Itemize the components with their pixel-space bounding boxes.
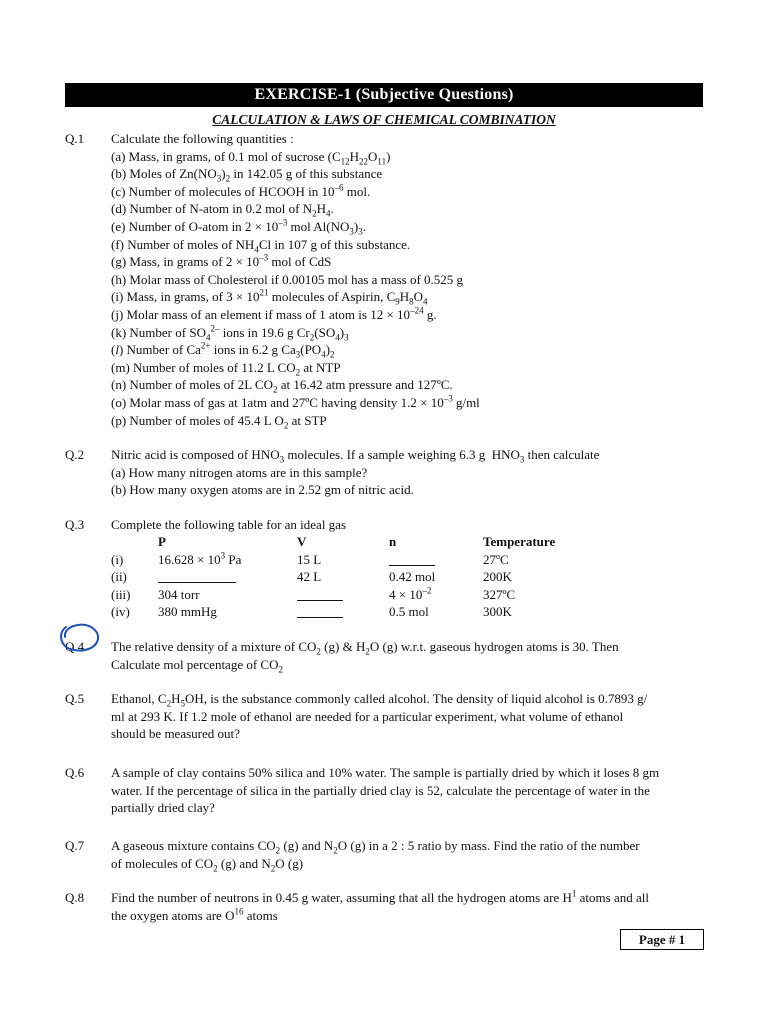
answer-blank (389, 552, 435, 566)
question-line: water. If the percentage of silica in the partially dried clay is 52, calculate the percentage of water in the (111, 782, 650, 798)
question-item: (l) Number of $Ca^{2+}$ ions in 6.2 g $Ca_3(PO_4)_2$ (111, 340, 335, 360)
table-row (111, 587, 611, 605)
table-header-cell: P (158, 534, 166, 549)
table-row (111, 569, 611, 587)
question-item: (k) Number of $SO_4^{2-}$ ions in 19.6 g $Cr_2(SO_4)_3$ (111, 323, 349, 343)
question-item: (j) Molar mass of an element if mass of 1 atom is $12 \times 10^{-24}$ g. (111, 305, 437, 322)
question-item: (o) Molar mass of gas at 1atm and 27ºC having density $1.2 \times 10^{-3}$ g/ml (111, 393, 480, 410)
question-items (111, 148, 707, 430)
question-line: The relative density of a mixture of $CO_2$ (g) & $H_2O$ (g) w.r.t. gaseous hydrogen atoms is 30. Then (111, 639, 619, 657)
table-cell: (i) (111, 551, 124, 567)
table-cell: 0.42 mol (389, 569, 436, 585)
table-cell: 380 mmHg (158, 604, 217, 620)
question-number: Q.7 (65, 838, 85, 853)
table-cell (297, 604, 343, 622)
question-line: partially dried clay? (111, 800, 215, 816)
table-header-cell: n (389, 534, 397, 549)
question-text (111, 889, 707, 924)
table-row (111, 604, 611, 622)
table-cell (158, 569, 236, 587)
question-item: (h) Molar mass of Cholesterol if 0.00105 mol has a mass of 0.525 g (111, 271, 464, 287)
table-cell: (iii) (111, 586, 131, 602)
answer-blank (297, 587, 343, 601)
table-cell: $4 \times 10^{-2}$ (389, 585, 432, 602)
question-text (111, 638, 707, 673)
question-line: ml at 293 K. If 1.2 mole of ethanol are needed for a particular experiment, what volume of ethanol (111, 708, 624, 724)
question-item: (m) Number of moles of 11.2 L $CO_2$ at NTP (111, 359, 341, 378)
question-number: Q.6 (65, 765, 85, 780)
table-cell: 200K (483, 569, 512, 585)
table-header-row (111, 534, 611, 552)
question-item: (f) Number of moles of $NH_4Cl$ in 107 g of this substance. (111, 236, 411, 255)
question-item: (c) Number of molecules of HCOOH in $10^{-6}$ mol. (111, 182, 371, 199)
question-number: Q.2 (65, 447, 85, 462)
page-number: Page # 1 (638, 931, 686, 947)
question-number: Q.5 (65, 691, 85, 706)
table-cell: 42 L (297, 569, 322, 585)
question-item: (i) Mass, in grams, of $3 \times 10^{21}$ molecules of Aspirin, $C_9H_8O_4$ (111, 288, 428, 307)
question-line: should be measured out? (111, 726, 240, 742)
question-line: A gaseous mixture contains $CO_2$ (g) and $N_2O$ (g) in a 2 : 5 ratio by mass. Find the ratio of the number (111, 838, 640, 856)
question-line: Nitric acid is composed of $HNO_3$ molecules. If a sample weighing 6.3 g $HNO_3$ then calculate (111, 447, 600, 465)
table-cell: 304 torr (158, 586, 200, 602)
exercise-title-bar (65, 83, 703, 107)
table-cell (297, 587, 343, 605)
question-item: (p) Number of moles of 45.4 L $O_2$ at STP (111, 412, 327, 431)
exercise-title: EXERCISE-1 (Subjective Questions) (254, 86, 514, 103)
question-item: (d) Number of N-atom in 0.2 mol of $N_2H_4$. (111, 201, 334, 219)
table-row (111, 552, 611, 570)
question-text (111, 837, 707, 872)
question-text (111, 764, 707, 817)
table-cell: (iv) (111, 604, 130, 620)
table-cell: 0.5 mol (389, 604, 429, 620)
table-cell: 300K (483, 604, 512, 620)
question-line: Calculate mol percentage of $CO_2$ (111, 656, 283, 675)
question-item: (a) Mass, in grams, of 0.1 mol of sucrose $(C_{12}H_{22}O_{11})$ (111, 148, 391, 167)
answer-blank (297, 604, 343, 618)
question-intro: Complete the following table for an ideal gas (111, 517, 347, 532)
section-title: CALCULATION & LAWS OF CHEMICAL COMBINATION (212, 112, 556, 127)
page-number-box (620, 929, 704, 950)
ideal-gas-table (111, 534, 611, 622)
question-intro: Calculate the following quantities : (111, 131, 294, 146)
question-text (111, 690, 707, 743)
question-line: the oxygen atoms are $O^{16}$ atoms (111, 906, 278, 923)
table-cell: $16.628 \times 10^3$ Pa (158, 550, 242, 567)
question-line: A sample of clay contains 50% silica and 10% water. The sample is partially dried by which it loses 8 gm (111, 765, 660, 780)
question-number: Q.4 (65, 639, 85, 654)
table-header-cell: Temperature (483, 534, 556, 549)
question-line: Find the number of neutrons in 0.45 g water, assuming that all the hydrogen atoms are $H^1$ atoms and all (111, 888, 649, 905)
answer-blank (158, 569, 236, 583)
question-item: (e) Number of O-atom in $2 \times 10^{-3}$ mol $Al(NO_3)_3$. (111, 217, 366, 237)
table-cell: (ii) (111, 569, 127, 585)
question-number: Q.1 (65, 131, 85, 146)
question-line: of molecules of $CO_2$ (g) and $N_2O$ (g) (111, 855, 304, 874)
table-cell: 27ºC (483, 551, 509, 567)
question-text (111, 446, 707, 499)
question-line: (a) How many nitrogen atoms are in this sample? (111, 464, 368, 480)
question-line: Ethanol, $C_2H_5OH$, is the substance commonly called alcohol. The density of liquid alcohol is 0.7893 g/ (111, 691, 648, 709)
question-number: Q.8 (65, 890, 85, 905)
table-header-cell: V (297, 534, 307, 549)
question-number: Q.3 (65, 517, 85, 532)
handwritten-circle-mark (56, 619, 104, 657)
question-item: (g) Mass, in grams of $2 \times 10^{-3}$ mol of CdS (111, 252, 332, 270)
table-cell: 15 L (297, 551, 322, 567)
question-line: (b) How many oxygen atoms are in 2.52 gm of nitric acid. (111, 482, 414, 498)
table-cell: 327ºC (483, 586, 516, 602)
question-item: (b) Moles of $Zn(NO_3)_2$ in 142.05 g of this substance (111, 166, 383, 184)
question-item: (n) Number of moles of 2L $CO_2$ at 16.42 atm pressure and 127ºC. (111, 377, 453, 395)
table-cell (389, 552, 435, 570)
